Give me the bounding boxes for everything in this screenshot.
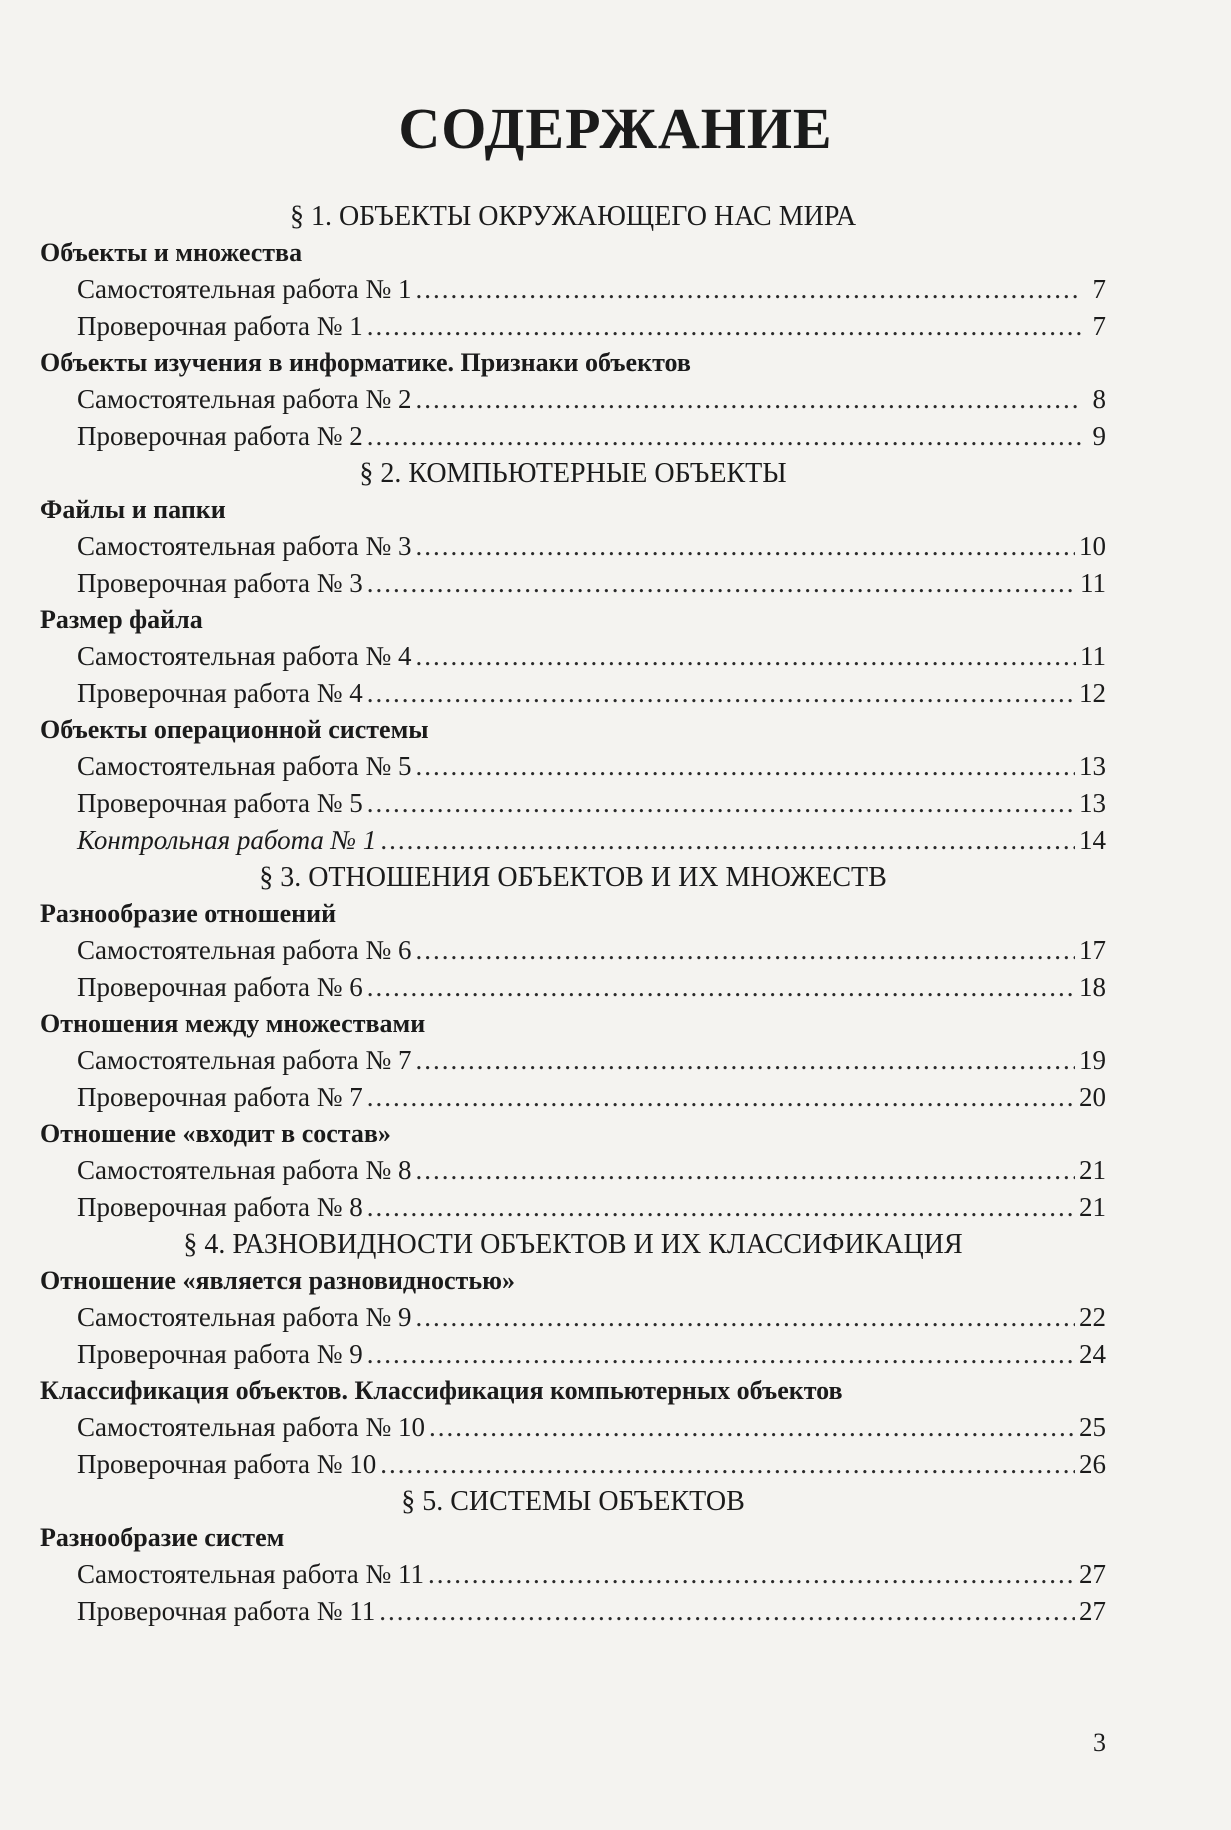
dot-leader (416, 638, 1077, 675)
toc-entry (40, 528, 1106, 565)
entry-label: Проверочная работа № 10 (77, 1449, 377, 1479)
toc-entry (40, 565, 1106, 602)
toc-entry (40, 822, 1106, 859)
dot-leader (416, 381, 1083, 418)
topic-heading: Отношение «входит в состав» (40, 1119, 391, 1148)
section-title: § 4. РАЗНОВИДНОСТИ ОБЪЕКТОВ И ИХ КЛАССИФИКАЦИЯ (183, 1229, 963, 1260)
dot-leader (367, 675, 1075, 712)
table-of-contents (40, 198, 1106, 1630)
entry-page-number: 21 (1079, 1155, 1106, 1185)
toc-entry (40, 1446, 1106, 1483)
toc-entry (40, 1593, 1106, 1630)
entry-page-number: 25 (1079, 1412, 1106, 1442)
toc-entry (40, 418, 1106, 455)
dot-leader (429, 1409, 1075, 1446)
entry-page-number: 18 (1079, 972, 1106, 1002)
toc-entry (40, 271, 1106, 308)
toc-entry (40, 638, 1106, 675)
entry-label: Проверочная работа № 3 (77, 568, 363, 598)
dot-leader (380, 1446, 1075, 1483)
entry-label: Самостоятельная работа № 6 (77, 935, 412, 965)
dot-leader (367, 785, 1075, 822)
entry-label: Проверочная работа № 8 (77, 1192, 363, 1222)
topic-heading: Объекты изучения в информатике. Признаки объектов (40, 348, 691, 377)
dot-leader (416, 932, 1076, 969)
dot-leader (416, 1152, 1076, 1189)
entry-page-number: 26 (1079, 1449, 1106, 1479)
entry-page-number: 20 (1079, 1082, 1106, 1112)
entry-page-number: 13 (1079, 788, 1106, 818)
toc-entry (40, 675, 1106, 712)
dot-leader (367, 308, 1082, 345)
entry-label: Проверочная работа № 5 (77, 788, 363, 818)
section-title: § 2. КОМПЬЮТЕРНЫЕ ОБЪЕКТЫ (359, 458, 787, 489)
dot-leader (416, 528, 1076, 565)
entry-label: Самостоятельная работа № 10 (77, 1412, 425, 1442)
topic-heading: Разнообразие отношений (40, 899, 337, 928)
toc-entry (40, 969, 1106, 1006)
entry-label: Самостоятельная работа № 4 (77, 641, 412, 671)
entry-label: Самостоятельная работа № 2 (77, 384, 412, 414)
topic-heading: Размер файла (40, 605, 203, 634)
entry-page-number: 17 (1079, 935, 1106, 965)
topic-heading: Объекты операционной системы (40, 715, 429, 744)
toc-entry (40, 785, 1106, 822)
section-title: § 3. ОТНОШЕНИЯ ОБЪЕКТОВ И ИХ МНОЖЕСТВ (259, 862, 887, 893)
toc-entry (40, 1556, 1106, 1593)
toc-entry (40, 932, 1106, 969)
dot-leader (416, 271, 1083, 308)
dot-leader (428, 1556, 1075, 1593)
entry-page-number: 7 (1092, 274, 1106, 304)
entry-page-number: 13 (1079, 751, 1106, 781)
toc-entry (40, 1409, 1106, 1446)
dot-leader (367, 1336, 1075, 1373)
dot-leader (416, 748, 1076, 785)
toc-entry (40, 381, 1106, 418)
toc-entry (40, 1079, 1106, 1116)
entry-label: Контрольная работа № 1 (77, 825, 377, 855)
entry-page-number: 19 (1079, 1045, 1106, 1075)
topic-heading: Объекты и множества (40, 238, 303, 267)
entry-page-number: 27 (1079, 1596, 1106, 1626)
entry-label: Проверочная работа № 7 (77, 1082, 363, 1112)
entry-label: Самостоятельная работа № 5 (77, 751, 412, 781)
entry-label: Самостоятельная работа № 7 (77, 1045, 412, 1075)
page-title: СОДЕРЖАНИЕ (398, 96, 833, 161)
entry-page-number: 27 (1079, 1559, 1106, 1589)
section-title: § 1. ОБЪЕКТЫ ОКРУЖАЮЩЕГО НАС МИРА (289, 201, 857, 232)
topic-heading: Классификация объектов. Классификация компьютерных объектов (40, 1376, 843, 1405)
dot-leader (380, 822, 1075, 859)
toc-entry (40, 1152, 1106, 1189)
entry-label: Самостоятельная работа № 8 (77, 1155, 412, 1185)
entry-page-number: 7 (1092, 311, 1106, 341)
topic-heading: Разнообразие систем (40, 1523, 285, 1552)
entry-page-number: 12 (1079, 678, 1106, 708)
entry-page-number: 24 (1079, 1339, 1106, 1369)
entry-label: Проверочная работа № 4 (77, 678, 363, 708)
topic-heading: Файлы и папки (40, 495, 226, 524)
dot-leader (367, 1079, 1075, 1116)
dot-leader (367, 1189, 1075, 1226)
dot-leader (416, 1299, 1076, 1336)
toc-entry (40, 308, 1106, 345)
topic-heading: Отношение «является разновидностью» (40, 1266, 515, 1295)
entry-page-number: 10 (1079, 531, 1106, 561)
entry-label: Проверочная работа № 9 (77, 1339, 363, 1369)
entry-label: Проверочная работа № 6 (77, 972, 363, 1002)
dot-leader (379, 1593, 1075, 1630)
dot-leader (367, 418, 1082, 455)
entry-page-number: 9 (1092, 421, 1106, 451)
toc-entry (40, 1042, 1106, 1079)
entry-page-number: 14 (1079, 825, 1106, 855)
toc-entry (40, 1189, 1106, 1226)
page-number: 3 (1093, 1728, 1106, 1757)
entry-label: Самостоятельная работа № 1 (77, 274, 412, 304)
toc-entry (40, 1299, 1106, 1336)
entry-page-number: 11 (1080, 568, 1106, 598)
section-title: § 5. СИСТЕМЫ ОБЪЕКТОВ (401, 1486, 745, 1517)
entry-label: Самостоятельная работа № 9 (77, 1302, 412, 1332)
entry-label: Проверочная работа № 1 (77, 311, 363, 341)
toc-entry (40, 1336, 1106, 1373)
dot-leader (416, 1042, 1076, 1079)
entry-page-number: 22 (1079, 1302, 1106, 1332)
entry-page-number: 11 (1080, 641, 1106, 671)
entry-label: Проверочная работа № 2 (77, 421, 363, 451)
topic-heading: Отношения между множествами (40, 1009, 426, 1038)
entry-label: Самостоятельная работа № 11 (77, 1559, 424, 1589)
entry-label: Самостоятельная работа № 3 (77, 531, 412, 561)
toc-entry (40, 748, 1106, 785)
dot-leader (367, 565, 1076, 602)
entry-page-number: 8 (1092, 384, 1106, 414)
entry-page-number: 21 (1079, 1192, 1106, 1222)
entry-label: Проверочная работа № 11 (77, 1596, 376, 1626)
dot-leader (367, 969, 1075, 1006)
